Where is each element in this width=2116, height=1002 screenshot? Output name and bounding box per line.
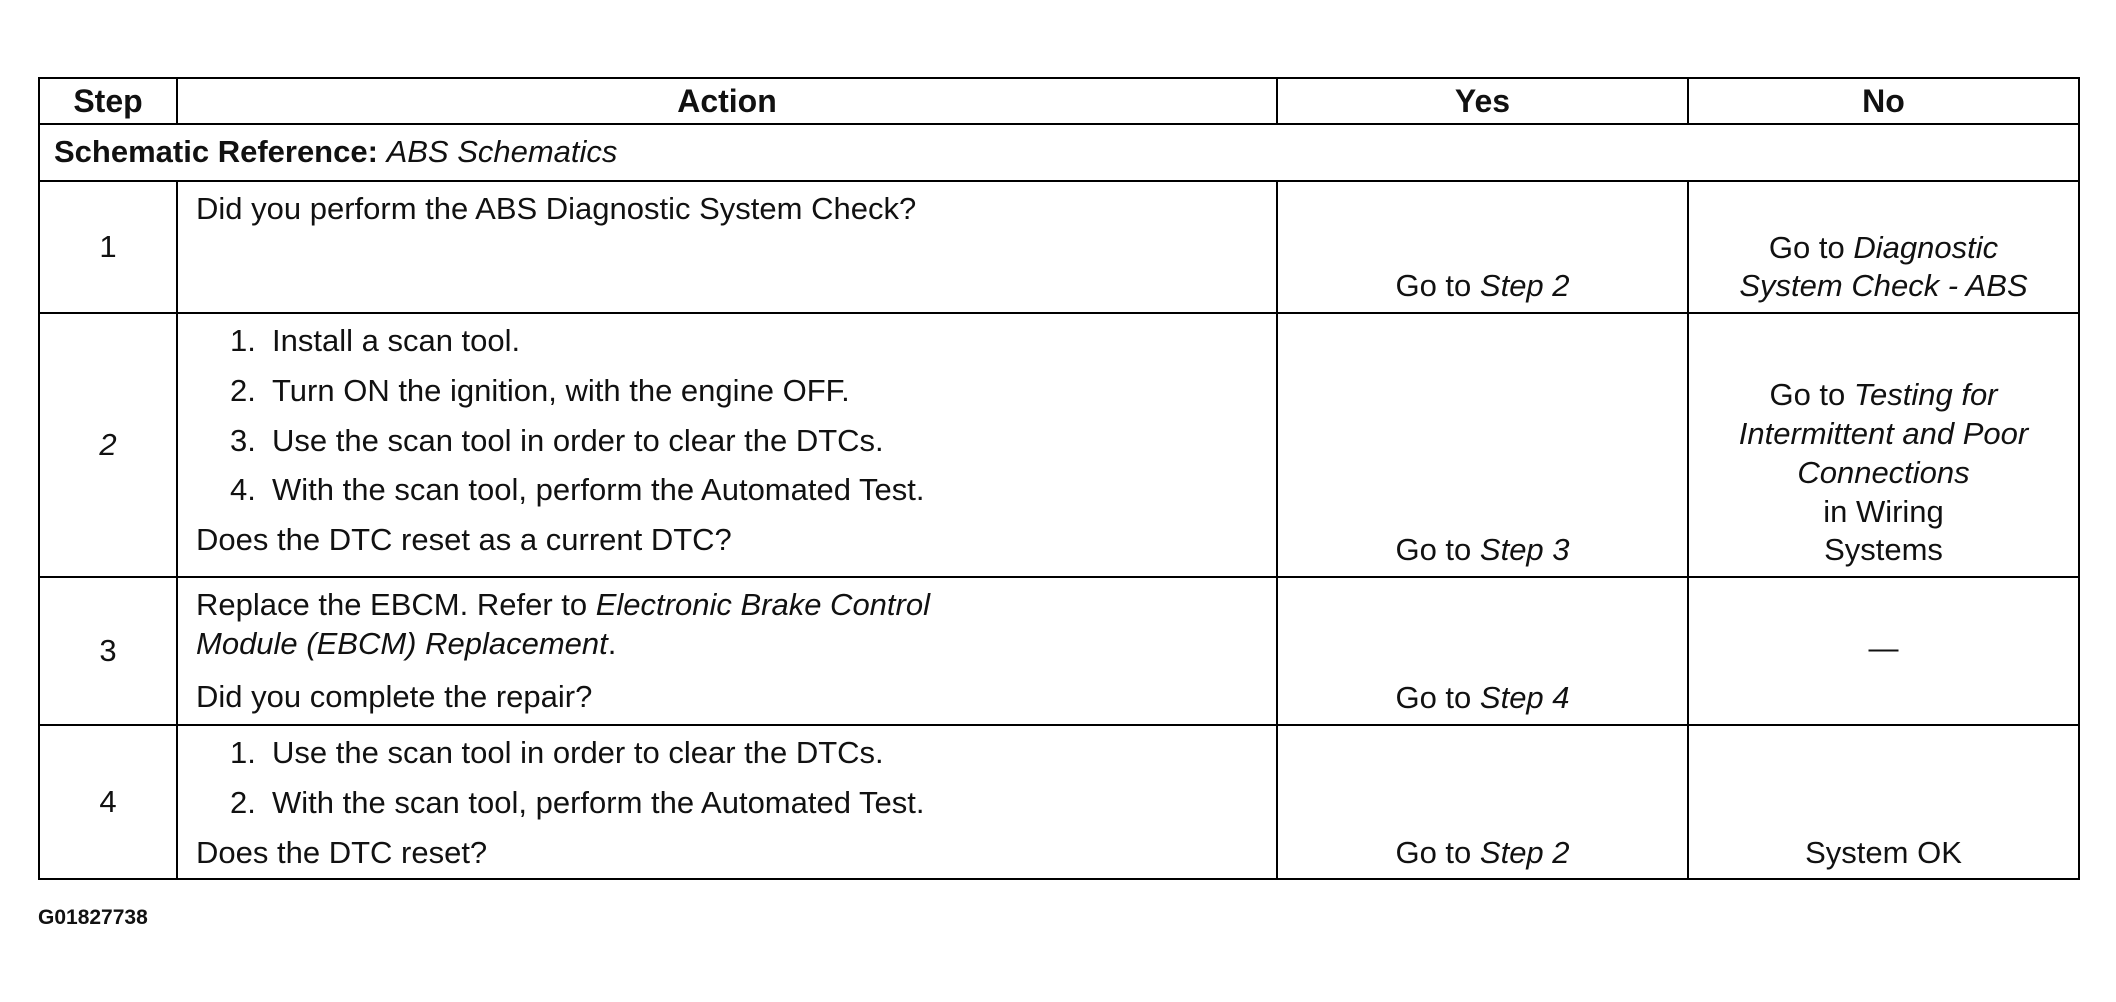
table-row-step-4 — [39, 725, 2079, 879]
action-question: Does the DTC reset as a current DTC? — [196, 522, 732, 557]
yes-prefix: Go to — [1395, 834, 1480, 870]
schematic-reference — [39, 124, 2079, 181]
action-steps-list — [196, 734, 1260, 823]
no-tail-line-2: Systems — [1824, 532, 1943, 568]
schematic-label: Schematic Reference: — [54, 134, 378, 170]
yes-cell — [1277, 181, 1688, 313]
no-cell — [1688, 577, 2079, 725]
step-number: 2 — [39, 313, 177, 577]
header-action: Action — [177, 78, 1277, 124]
list-item-text: With the scan tool, perform the Automated Test. — [272, 784, 925, 820]
action-text — [196, 586, 1260, 664]
yes-cell — [1277, 577, 1688, 725]
list-item-number: 4. — [230, 472, 256, 508]
yes-step-link[interactable]: Step 2 — [1479, 834, 1570, 870]
figure-id: G01827738 — [38, 906, 148, 929]
table-row-step-2 — [39, 313, 2079, 577]
yes-step-link[interactable]: Step 4 — [1479, 680, 1570, 716]
action-steps-list — [196, 322, 1260, 510]
action-ref-link-line-1[interactable]: Electronic Brake Control — [595, 587, 930, 622]
action-suffix: . — [607, 625, 617, 661]
yes-step-link[interactable]: Step 2 — [1479, 268, 1570, 304]
no-ref-link-line-1[interactable]: Diagnostic — [1853, 229, 1999, 265]
table-row-step-3 — [39, 577, 2079, 725]
table-row-step-1 — [39, 181, 2079, 313]
action-cell — [177, 725, 1277, 879]
no-prefix: Go to — [1768, 229, 1854, 265]
no-ref-link-line-2[interactable]: Intermittent and Poor — [1738, 416, 2029, 451]
action-cell — [177, 577, 1277, 725]
list-item — [196, 422, 1260, 461]
list-item-text: Use the scan tool in order to clear the DTCs. — [272, 735, 884, 770]
yes-step-link[interactable]: Step 3 — [1479, 532, 1570, 568]
schematic-row — [39, 124, 2079, 181]
list-item-text: Turn ON the ignition, with the engine OFF. — [272, 372, 850, 408]
list-item — [196, 734, 1260, 773]
no-cell — [1688, 725, 2079, 879]
no-tail-line-1: in Wiring — [1823, 493, 1944, 529]
schematic-link[interactable]: ABS Schematics — [386, 134, 618, 170]
list-item-number: 1. — [230, 323, 256, 358]
yes-prefix: Go to — [1395, 532, 1480, 568]
list-item-number: 1. — [230, 735, 256, 770]
yes-cell — [1277, 725, 1688, 879]
action-question: Did you complete the repair? — [196, 678, 593, 714]
step-number: 3 — [39, 577, 177, 725]
list-item-text: With the scan tool, perform the Automated Test. — [272, 472, 925, 508]
list-item — [196, 471, 1260, 510]
diagnostic-document — [38, 77, 2078, 880]
list-item — [196, 322, 1260, 361]
no-cell — [1688, 313, 2079, 577]
diagnostic-table — [38, 77, 2080, 880]
yes-prefix: Go to — [1395, 680, 1480, 716]
no-ref-link-line-1[interactable]: Testing for — [1853, 377, 1998, 413]
action-prefix: Replace the EBCM. Refer to — [196, 587, 596, 622]
no-ref-link-line-3[interactable]: Connections — [1797, 454, 1970, 490]
header-no: No — [1688, 78, 2079, 124]
list-item — [196, 372, 1260, 411]
action-ref-link-line-2[interactable]: Module (EBCM) Replacement — [196, 625, 608, 661]
list-item-number: 3. — [230, 422, 256, 458]
yes-prefix: Go to — [1395, 268, 1480, 304]
action-cell — [177, 313, 1277, 577]
no-cell — [1688, 181, 2079, 313]
header-yes: Yes — [1277, 78, 1688, 124]
action-cell — [177, 181, 1277, 313]
no-value: — — [1868, 631, 1899, 665]
header-row — [39, 78, 2079, 124]
no-value: System OK — [1805, 834, 1962, 870]
action-question: Does the DTC reset? — [196, 834, 488, 870]
list-item-text: Install a scan tool. — [272, 323, 521, 358]
yes-cell — [1277, 313, 1688, 577]
list-item-number: 2. — [230, 372, 256, 408]
step-number: 4 — [39, 725, 177, 879]
no-prefix: Go to — [1769, 377, 1854, 413]
list-item-text: Use the scan tool in order to clear the DTCs. — [272, 422, 884, 458]
step-number: 1 — [39, 181, 177, 313]
list-item-number: 2. — [230, 784, 256, 820]
action-text: Did you perform the ABS Diagnostic System Check? — [196, 191, 917, 226]
header-step: Step — [39, 78, 177, 124]
list-item — [196, 784, 1260, 823]
no-ref-link-line-2[interactable]: System Check - ABS — [1739, 268, 2028, 304]
